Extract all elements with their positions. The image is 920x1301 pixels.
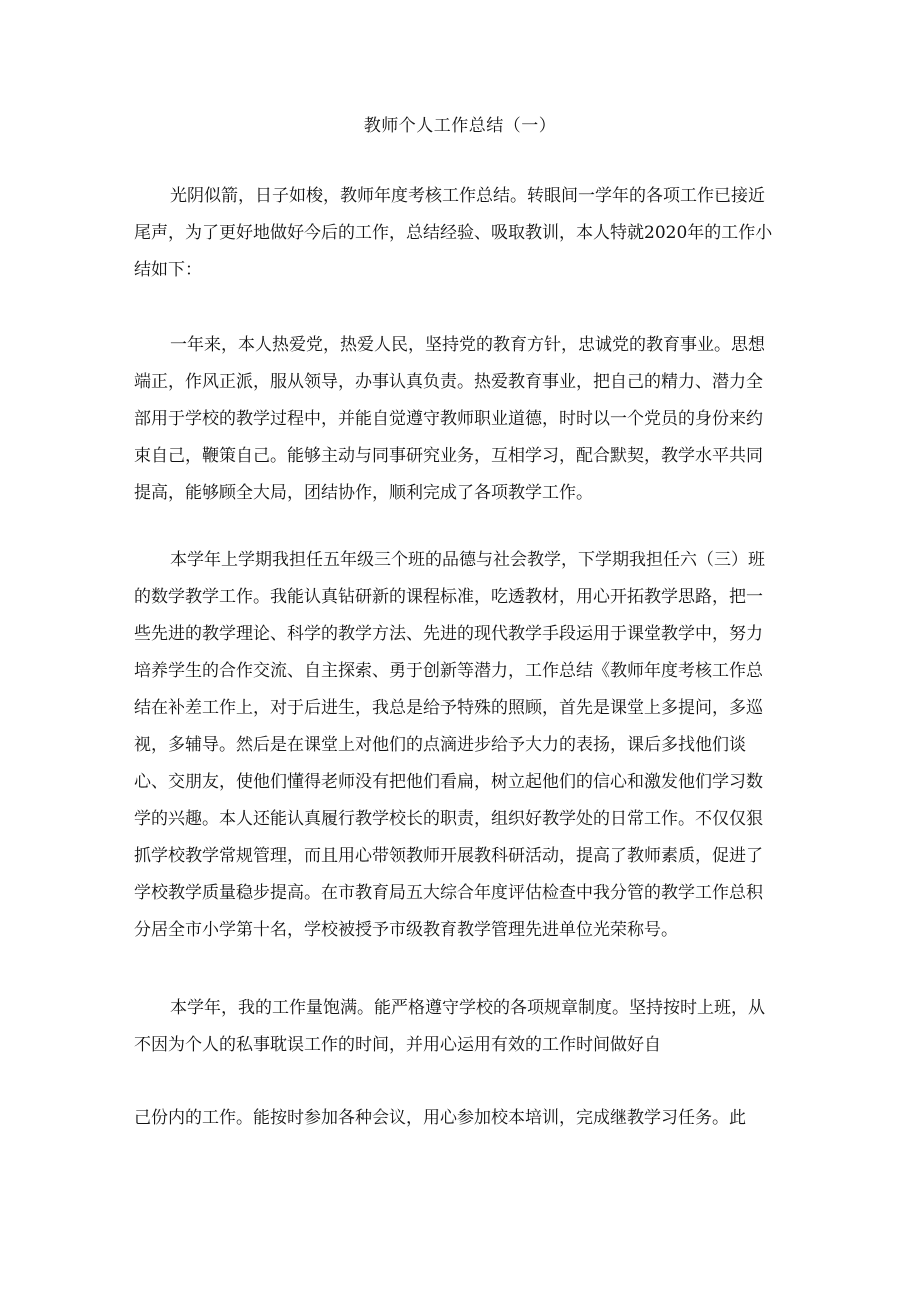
paragraph-line: 抓学校教学常规管理，而且用心带领教师开展教科研活动，提高了教师素质，促进了 (134, 846, 763, 866)
paragraph-workload (134, 990, 782, 1064)
paragraph-line: 尾声，为了更好地做好今后的工作，总结经验、吸取教训，本人特就2020年的工作小 (134, 223, 773, 243)
paragraph-line: 本学年，我的工作量饱满。能严格遵守学校的各项规章制度。坚持按时上班，从 (170, 998, 765, 1018)
paragraph-line: 结如下： (134, 260, 202, 280)
paragraph-line: 光阴似箭，日子如梭，教师年度考核工作总结。转眼间一学年的各项工作已接近 (170, 186, 765, 206)
paragraph-line: 提高，能够顾全大局，团结协作，顺利完成了各项教学工作。 (134, 483, 593, 503)
paragraph-line: 己份内的工作。能按时参加各种会议，用心参加校本培训，完成继教学习任务。此 (134, 1108, 746, 1128)
paragraph-line: 学的兴趣。本人还能认真履行教学校长的职责，组织好教学处的日常工作。不仅仅狠 (134, 809, 763, 829)
paragraph-teaching (134, 542, 782, 949)
paragraph-line: 一年来，本人热爱党，热爱人民，坚持党的教育方针，忠诚党的教育事业。思想 (170, 335, 765, 355)
paragraph-line: 束自己，鞭策自己。能够主动与同事研究业务，互相学习，配合默契，教学水平共同 (134, 446, 763, 466)
paragraph-line: 分居全市小学第十名，学校被授予市级教育教学管理先进单位光荣称号。 (134, 920, 678, 940)
paragraph-line: 不因为个人的私事耽误工作的时间，并用心运用有效的工作时间做好自 (134, 1035, 661, 1055)
paragraph-line: 本学年上学期我担任五年级三个班的品德与社会教学，下学期我担任六（三）班 (170, 550, 765, 570)
paragraph-line: 部用于学校的教学过程中，并能自觉遵守教师职业道德，时时以一个党员的身份来约 (134, 409, 763, 429)
document-title: 教师个人工作总结（一） (363, 116, 557, 136)
paragraph-line: 些先进的教学理论、科学的教学方法、先进的现代教学手段运用于课堂教学中，努力 (134, 624, 763, 644)
paragraph-line: 的数学教学工作。我能认真钻研新的课程标准，吃透教材，用心开拓教学思路，把一 (134, 587, 763, 607)
paragraph-continuation (134, 1100, 782, 1137)
paragraph-line: 视，多辅导。然后是在课堂上对他们的点滴进步给予大力的表扬，课后多找他们谈 (134, 735, 746, 755)
paragraph-intro (134, 178, 782, 289)
paragraph-line: 培养学生的合作交流、自主探索、勇于创新等潜力，工作总结《教师年度考核工作总 (134, 661, 763, 681)
paragraph-line: 结在补差工作上，对于后进生，我总是给予特殊的照顾，首先是课堂上多提问，多巡 (134, 698, 763, 718)
paragraph-line: 端正，作风正派，服从领导，办事认真负责。热爱教育事业，把自己的精力、潜力全 (134, 372, 763, 392)
paragraph-line: 心、交朋友，使他们懂得老师没有把他们看扁，树立起他们的信心和激发他们学习数 (134, 772, 763, 792)
paragraph-line: 学校教学质量稳步提高。在市教育局五大综合年度评估检查中我分管的教学工作总积 (134, 883, 763, 903)
paragraph-attitude (134, 327, 782, 512)
